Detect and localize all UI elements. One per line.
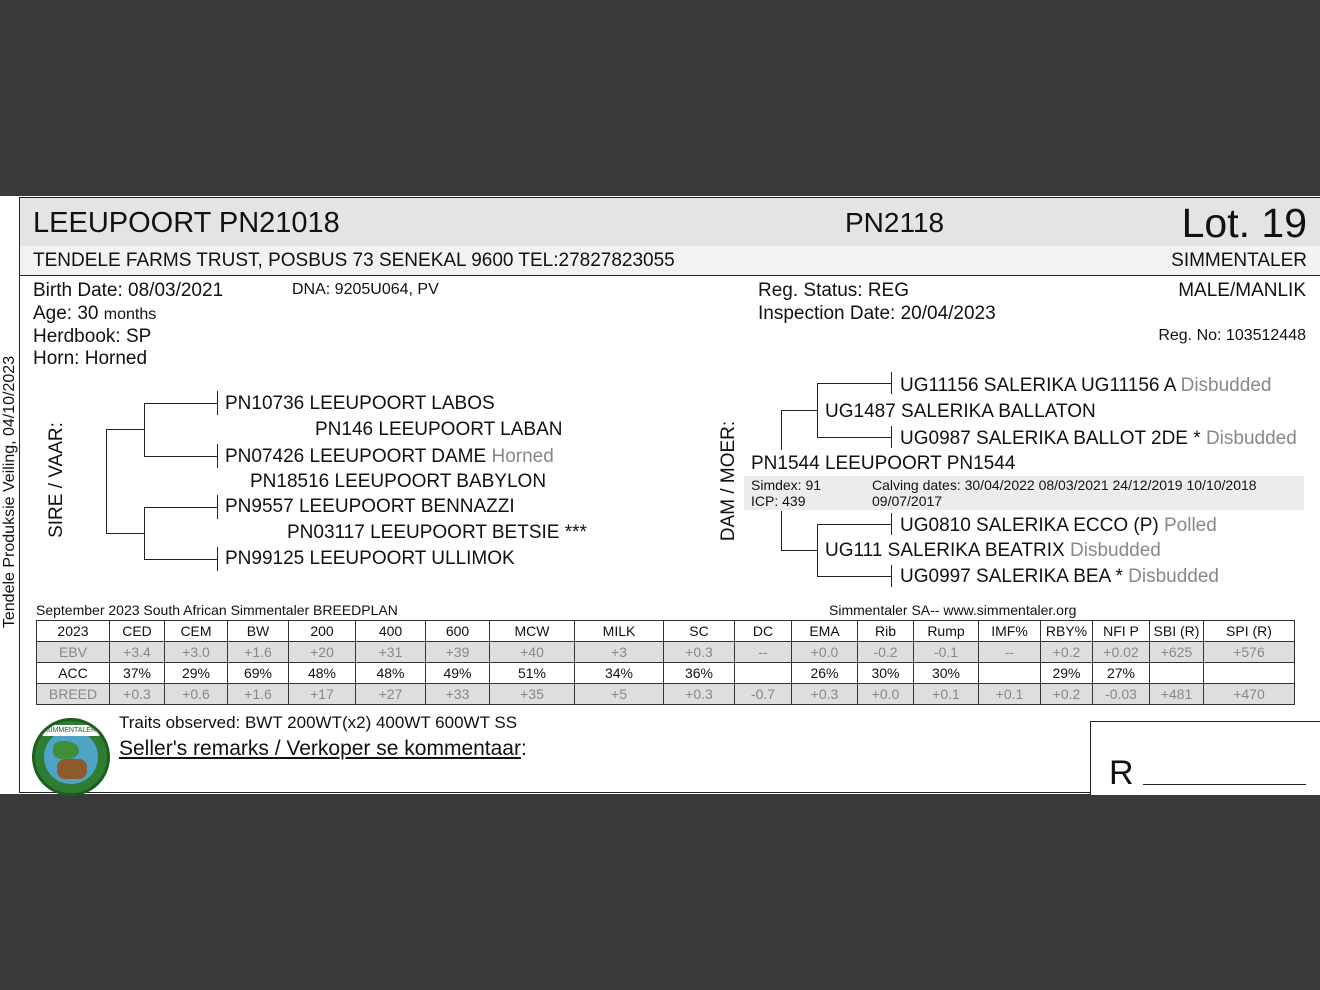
dam-grandsire-dam-horn: Disbudded: [1205, 428, 1297, 449]
dam-line: [891, 426, 892, 448]
ebv-cell: SC: [664, 621, 735, 642]
ebv-cell: Rump: [914, 621, 979, 642]
ebv-cell: [1150, 663, 1204, 684]
ebv-cell: +0.02: [1093, 642, 1150, 663]
sire-line: [144, 403, 218, 404]
dam-dam-sire: [900, 515, 1217, 537]
sire-dam-dam: PN99125 LEEUPOORT ULLIMOK: [225, 548, 515, 569]
ebv-cell: +5: [575, 684, 664, 705]
ebv-cell: 48%: [289, 663, 356, 684]
ebv-cell: EMA: [792, 621, 858, 642]
ebv-cell: IMF%: [979, 621, 1041, 642]
ebv-cell: EBV: [37, 642, 110, 663]
ebv-cell: SBI (R): [1150, 621, 1204, 642]
dam-line: [817, 576, 891, 577]
ebv-cell: 400: [356, 621, 426, 642]
sire-line: [144, 456, 218, 457]
dam-name: PN1544 LEEUPOORT PN1544: [751, 453, 1016, 474]
dam-grandsire-sire-horn: Disbudded: [1180, 375, 1272, 396]
ebv-cell: +1.6: [228, 642, 289, 663]
ebv-cell: -0.7: [735, 684, 792, 705]
ebv-cell: +0.0: [792, 642, 858, 663]
dam-line: [891, 565, 892, 587]
dam-dam-sire-horn: Polled: [1164, 515, 1217, 536]
ebv-cell: 48%: [356, 663, 426, 684]
dam-line: [817, 437, 891, 438]
ebv-cell: --: [979, 642, 1041, 663]
sire-grandsire-sire: PN10736 LEEUPOORT LABOS: [225, 393, 495, 414]
dam-dam-dam-name: UG0997 SALERIKA BEA *: [900, 566, 1123, 587]
sire-label: SIRE / VAAR:: [46, 422, 67, 538]
animal-pn: PN2118: [845, 207, 945, 238]
ebv-cell: RBY%: [1041, 621, 1093, 642]
ebv-cell: 29%: [1041, 663, 1093, 684]
dam-dam-dam: [900, 566, 1219, 588]
simmentaler-logo: [32, 718, 110, 796]
ebv-cell: +481: [1150, 684, 1204, 705]
dam-grandsire-dam: [900, 428, 1297, 450]
horn: Horn: Horned: [33, 348, 148, 369]
reg-status: Reg. Status: REG: [758, 280, 910, 301]
dam-grandsire-dam-name: UG0987 SALERIKA BALLOT 2DE *: [900, 428, 1201, 449]
ebv-cell: +0.3: [664, 684, 735, 705]
ebv-cell: DC: [735, 621, 792, 642]
ebv-cell: 26%: [792, 663, 858, 684]
ebv-cell: 30%: [858, 663, 914, 684]
traits-observed: Traits observed: BWT 200WT(x2) 400WT 600WT SS: [119, 713, 518, 732]
dam-line: [817, 524, 891, 525]
ebv-cell: +625: [1150, 642, 1204, 663]
auction-side-label: Tendele Produksie Veiling, 04/10/2023: [1, 355, 18, 629]
sire-dam-sire: PN9557 LEEUPOORT BENNAZZI: [225, 496, 515, 517]
ebv-cell: Rib: [858, 621, 914, 642]
lot-card: [19, 197, 1320, 793]
ebv-table: [36, 620, 1295, 705]
sire-line: [106, 533, 144, 534]
dam-grandsire-sire-name: UG11156 SALERIKA UG11156 A: [900, 375, 1176, 396]
sire-bracket: [106, 429, 107, 484]
sire-line: [144, 507, 218, 508]
ebv-cell: SPI (R): [1204, 621, 1295, 642]
dam-dam: [825, 540, 1161, 562]
ebv-cell: +0.3: [110, 684, 165, 705]
ebv-cell: ACC: [37, 663, 110, 684]
ebv-cell: 37%: [110, 663, 165, 684]
ebv-cell: +0.2: [1041, 684, 1093, 705]
ebv-cell: +40: [490, 642, 575, 663]
dam-line: [817, 524, 818, 576]
ebv-cell: CEM: [165, 621, 228, 642]
sex: MALE/MANLIK: [1178, 280, 1306, 301]
ebv-cell: +27: [356, 684, 426, 705]
age: [33, 303, 156, 325]
dam-label: DAM / MOER:: [718, 420, 739, 542]
sire-line: [106, 483, 107, 533]
ebv-cell: +0.1: [914, 684, 979, 705]
dam-dam-horn: Disbudded: [1070, 540, 1161, 561]
sellers-remarks-colon: :: [520, 737, 527, 760]
sellers-remarks: [119, 737, 527, 761]
sire-grandsire: PN146 LEEUPOORT LABAN: [315, 419, 563, 440]
dam-dam-name: UG111 SALERIKA BEATRIX: [825, 540, 1065, 561]
ebv-cell: BW: [228, 621, 289, 642]
sire-granddam-dam: [225, 446, 554, 468]
ebv-cell: 69%: [228, 663, 289, 684]
ebv-cell: 51%: [490, 663, 575, 684]
ebv-cell: +0.1: [979, 684, 1041, 705]
ebv-cell: 34%: [575, 663, 664, 684]
inspection-date: Inspection Date: 20/04/2023: [758, 303, 996, 324]
ebv-cell: +0.2: [1041, 642, 1093, 663]
owner-bar: [20, 246, 1320, 276]
dam-line: [781, 511, 782, 550]
ebv-cell: NFI P: [1093, 621, 1150, 642]
ebv-cell: +3: [575, 642, 664, 663]
dna-info: DNA: 9205U064, PV: [292, 281, 439, 298]
sellers-remarks-label: Seller's remarks / Verkoper se kommentaar: [119, 737, 521, 760]
birth-date: Birth Date: 08/03/2021: [33, 280, 224, 301]
herdbook: Herdbook: SP: [33, 326, 152, 347]
icp: ICP: 439: [751, 493, 806, 509]
ebv-cell: +3.0: [165, 642, 228, 663]
logo-banner: SIMMENTALER: [41, 725, 101, 736]
dam-line: [817, 383, 891, 384]
price-line[interactable]: [1143, 784, 1306, 785]
owner-text: TENDELE FARMS TRUST, POSBUS 73 SENEKAL 9600 TEL:27827823055: [33, 250, 675, 271]
ebv-cell: 27%: [1093, 663, 1150, 684]
ebv-cell: [735, 663, 792, 684]
sire-line: [106, 429, 144, 430]
sire-line: [217, 495, 218, 519]
ebv-cell: +470: [1204, 684, 1295, 705]
ebv-cell: 36%: [664, 663, 735, 684]
dam-grandsire-sire: [900, 375, 1271, 397]
ebv-cell: [1204, 663, 1295, 684]
dam-line: [891, 372, 892, 394]
sire-line: [144, 559, 218, 560]
age-unit: months: [103, 306, 157, 323]
sire-line: [217, 444, 218, 468]
ebv-cell: MCW: [490, 621, 575, 642]
ebv-cell: +0.3: [664, 642, 735, 663]
ebv-cell: 29%: [165, 663, 228, 684]
breed-name: SIMMENTALER: [1171, 250, 1307, 271]
ebv-cell: +1.6: [228, 684, 289, 705]
lot-number: Lot. 19: [1181, 200, 1307, 246]
ebv-cell: 30%: [914, 663, 979, 684]
ebv-cell: [979, 663, 1041, 684]
dam-line: [781, 410, 817, 411]
sire-name: PN18516 LEEUPOORT BABYLON: [250, 471, 547, 492]
dam-dam-dam-horn: Disbudded: [1128, 566, 1219, 587]
ebv-cell: +0.3: [792, 684, 858, 705]
ebv-cell: --: [735, 642, 792, 663]
dam-bracket: [781, 410, 782, 450]
dam-dam-sire-name: UG0810 SALERIKA ECCO (P): [900, 515, 1159, 536]
price-box: [1090, 721, 1320, 795]
ebv-cell: 600: [426, 621, 490, 642]
ebv-cell: BREED: [37, 684, 110, 705]
lot-header: [20, 198, 1320, 247]
animal-name: LEEUPOORT PN21018: [33, 207, 340, 239]
sire-line: [217, 547, 218, 571]
sire-granddam-dam-horn: Horned: [491, 446, 554, 467]
ebv-cell: +576: [1204, 642, 1295, 663]
dam-line: [891, 513, 892, 535]
ebv-cell: 49%: [426, 663, 490, 684]
ebv-cell: MILK: [575, 621, 664, 642]
ebv-cell: +0.6: [165, 684, 228, 705]
ebv-cell: 200: [289, 621, 356, 642]
ebv-cell: +0.0: [858, 684, 914, 705]
dam-line: [817, 383, 818, 437]
ebv-cell: -0.03: [1093, 684, 1150, 705]
ebv-cell: +39: [426, 642, 490, 663]
sire-line: [144, 403, 145, 456]
simdex: Simdex: 91: [751, 477, 822, 493]
ebv-cell: 2023: [37, 621, 110, 642]
ebv-row: [37, 663, 1295, 684]
sire-line: [217, 391, 218, 415]
sire-granddam-dam-name: PN07426 LEEUPOORT DAME: [225, 446, 487, 467]
ebv-source: Simmentaler SA-- www.simmentaler.org: [829, 602, 1077, 618]
ebv-cell: +35: [490, 684, 575, 705]
ebv-header-row: [37, 621, 1295, 642]
dam-grandsire: UG1487 SALERIKA BALLATON: [825, 401, 1096, 422]
reg-number: Reg. No: 103512448: [1158, 327, 1306, 344]
ebv-cell: CED: [110, 621, 165, 642]
ebv-cell: +3.4: [110, 642, 165, 663]
calving-dates-2: 09/07/2017: [872, 493, 943, 509]
ebv-cell: +33: [426, 684, 490, 705]
price-prefix: R: [1109, 754, 1134, 792]
sire-line: [144, 507, 145, 559]
dam-line: [781, 550, 817, 551]
ebv-cell: -0.1: [914, 642, 979, 663]
ebv-cell: -0.2: [858, 642, 914, 663]
ebv-cell: +17: [289, 684, 356, 705]
calving-dates: Calving dates: 30/04/2022 08/03/2021 24/12/2019 10/10/2018: [872, 477, 1257, 493]
ebv-cell: +20: [289, 642, 356, 663]
ebv-cell: +31: [356, 642, 426, 663]
ebv-row: [37, 684, 1295, 705]
age-value: Age: 30: [33, 303, 99, 324]
ebv-caption: September 2023 South African Simmentaler BREEDPLAN: [36, 602, 398, 618]
sire-dam: PN03117 LEEUPOORT BETSIE ***: [287, 522, 587, 543]
ebv-row: [37, 642, 1295, 663]
